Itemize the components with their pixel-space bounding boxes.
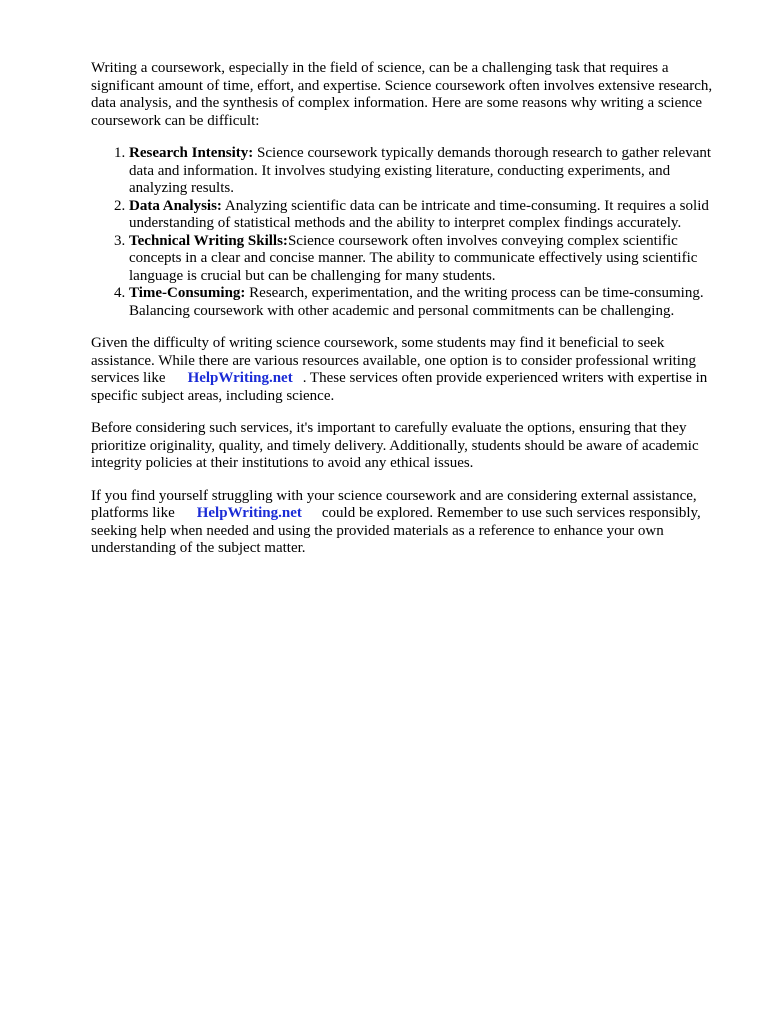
list-item-term: Research Intensity: bbox=[129, 145, 254, 161]
assistance-text-after: . These services often provide experienced writers with expertise in specific subject areas, including science. bbox=[91, 370, 708, 404]
list-item bbox=[129, 198, 731, 233]
helpwriting-link[interactable]: HelpWriting.net bbox=[196, 505, 302, 521]
list-item bbox=[129, 145, 731, 198]
list-item bbox=[129, 233, 731, 286]
closing-text-after: could be explored. Remember to use such services responsibly, seeking help when needed and using the provided materials as a reference to enhance your own understanding of the subject matter. bbox=[91, 505, 701, 556]
list-item-text: Analyzing scientific data can be intricate and time-consuming. It requires a solid understanding of statistical methods and the ability to interpret complex findings accurately. bbox=[129, 197, 709, 231]
list-item bbox=[129, 285, 731, 320]
intro-paragraph: Writing a coursework, especially in the field of science, can be a challenging task that requires a significant amount of time, effort, and expertise. Science coursework often involves extensive research, data analysis, and the synthesis of complex information. Here are some reasons why writing a science coursework can be difficult: bbox=[91, 60, 713, 129]
helpwriting-link[interactable]: HelpWriting.net bbox=[187, 370, 293, 386]
document-page bbox=[91, 60, 731, 573]
list-item-text: Science coursework often involves conveying complex scientific concepts in a clear and concise manner. The ability to communicate effectively using scientific language is crucial but can be challenging for many students. bbox=[129, 232, 698, 284]
list-item-text: Research, experimentation, and the writing process can be time-consuming. Balancing coursework with other academic and personal commitments can be challenging. bbox=[129, 285, 704, 319]
assistance-text-before: Given the difficulty of writing science coursework, some students may find it beneficial to seek assistance. While there are various resources available, one option is to consider professional writing services like bbox=[91, 335, 696, 386]
closing-paragraph bbox=[91, 488, 731, 558]
difficulty-list bbox=[91, 145, 731, 320]
list-item-term: Data Analysis: bbox=[129, 197, 222, 214]
list-item-text: Science coursework typically demands thorough research to gather relevant data and information. It involves studying existing literature, conducting experiments, and analyzing results. bbox=[129, 145, 712, 196]
list-item-term: Technical Writing Skills: bbox=[129, 232, 288, 249]
assistance-paragraph bbox=[91, 335, 731, 405]
list-item-term: Time-Consuming: bbox=[129, 285, 246, 301]
considerations-paragraph: Before considering such services, it's important to carefully evaluate the options, ensuring that they prioritize originality, quality, and timely delivery. Additionally, students should be aware of academic integrity policies at their institutions to avoid any ethical issues. bbox=[91, 420, 699, 471]
closing-text-before: If you find yourself struggling with your science coursework and are considering external assistance, platforms like bbox=[91, 487, 697, 521]
